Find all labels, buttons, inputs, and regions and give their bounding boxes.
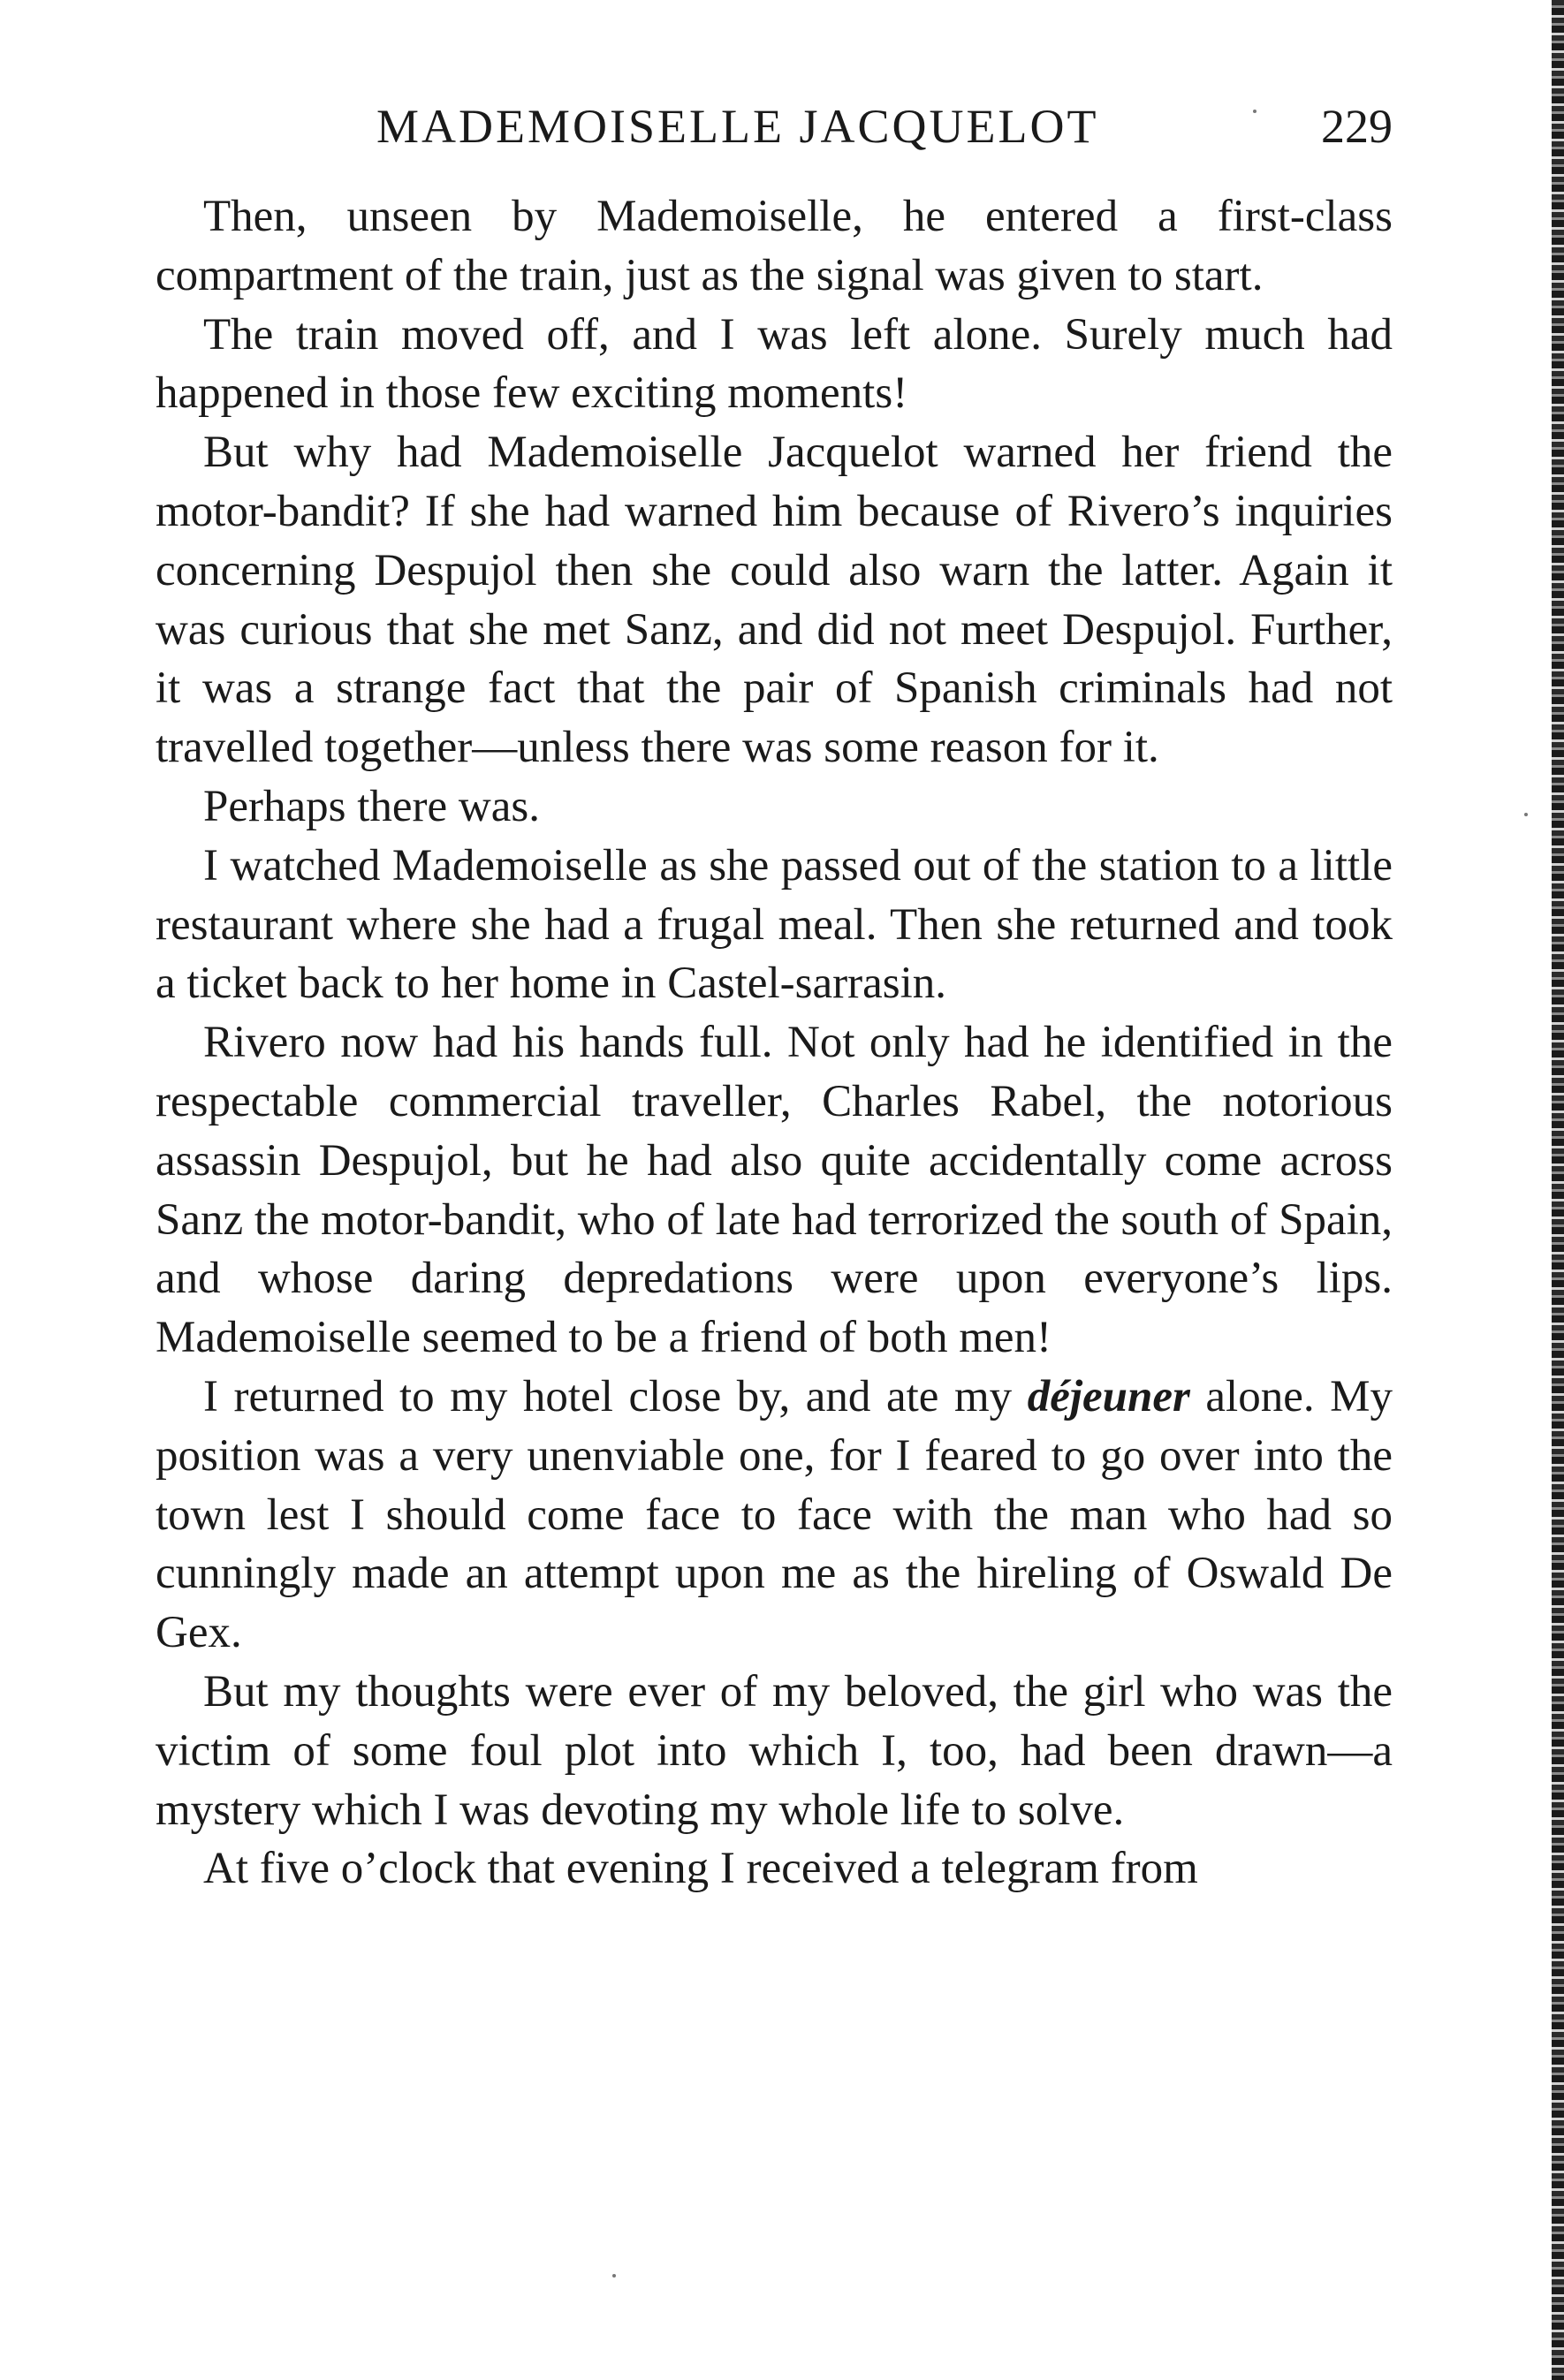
scan-speck (1524, 813, 1528, 816)
paragraph-7 (156, 1368, 1393, 1663)
scanned-page-edge (1552, 0, 1564, 2380)
paragraph-7-end: alone. My position was a very unenviable one, for I feared to go over into the town lest I should come face to face with the man who had so cunningly made an attempt upon me as the hireling of Oswald De Gex. (156, 1371, 1393, 1658)
italic-word: déjeuner (1027, 1371, 1190, 1421)
paragraph-7-start: I returned to my hotel close by, and ate my (203, 1371, 1028, 1421)
scan-speck (1253, 110, 1257, 113)
paragraph-4: Perhaps there was. (203, 781, 540, 831)
paragraph-8: But my thoughts were ever of my beloved, the girl who was the victim of some foul plot into which I, too, had been drawn—a mystery which I was devoting my whole life to solve. (156, 1666, 1393, 1835)
paragraph-6: Rivero now had his hands full. Not only had he identified in the respectable commercial traveller, Charles Rabel, the notorious assassin Despujol, but he had also quite accidentally come across Sanz the motor-bandit, who of late had terrorized the south of Spain, and whose daring depredations were upon everyone’s lips. Mademoiselle seemed to be a friend of both men! (156, 1018, 1393, 1363)
chapter-title: MADEMOISELLE JACQUELOT (376, 100, 1099, 153)
paragraph-1: Then, unseen by Mademoiselle, he entered a first-class compartment of the train, just as the signal was given to start. (156, 192, 1393, 300)
paragraph-2: The train moved off, and I was left alone. Surely much had happened in those few exciting moments! (156, 309, 1393, 419)
paragraph-9: At five o’clock that evening I received a telegram from (203, 1844, 1198, 1894)
paragraph-3: But why had Mademoiselle Jacquelot warned her friend the motor-bandit? If she had warned him because of Rivero’s inquiries concerning Despujol then she could also warn the latter. Again it was curious that she met Sanz, and did not meet Despujol. Further, it was a strange fact that the pair of Spanish criminals had not travelled together—unless there was some reason for it. (156, 428, 1393, 773)
paragraph-5: I watched Mademoiselle as she passed out of the station to a little restaurant where she had a frugal meal. Then she returned and took a ticket back to her home in Castel-sarrasin. (156, 840, 1393, 1009)
body-text (156, 187, 1393, 1899)
running-head (156, 99, 1393, 161)
scan-speck (612, 2274, 616, 2278)
page-number: 229 (1321, 100, 1393, 153)
